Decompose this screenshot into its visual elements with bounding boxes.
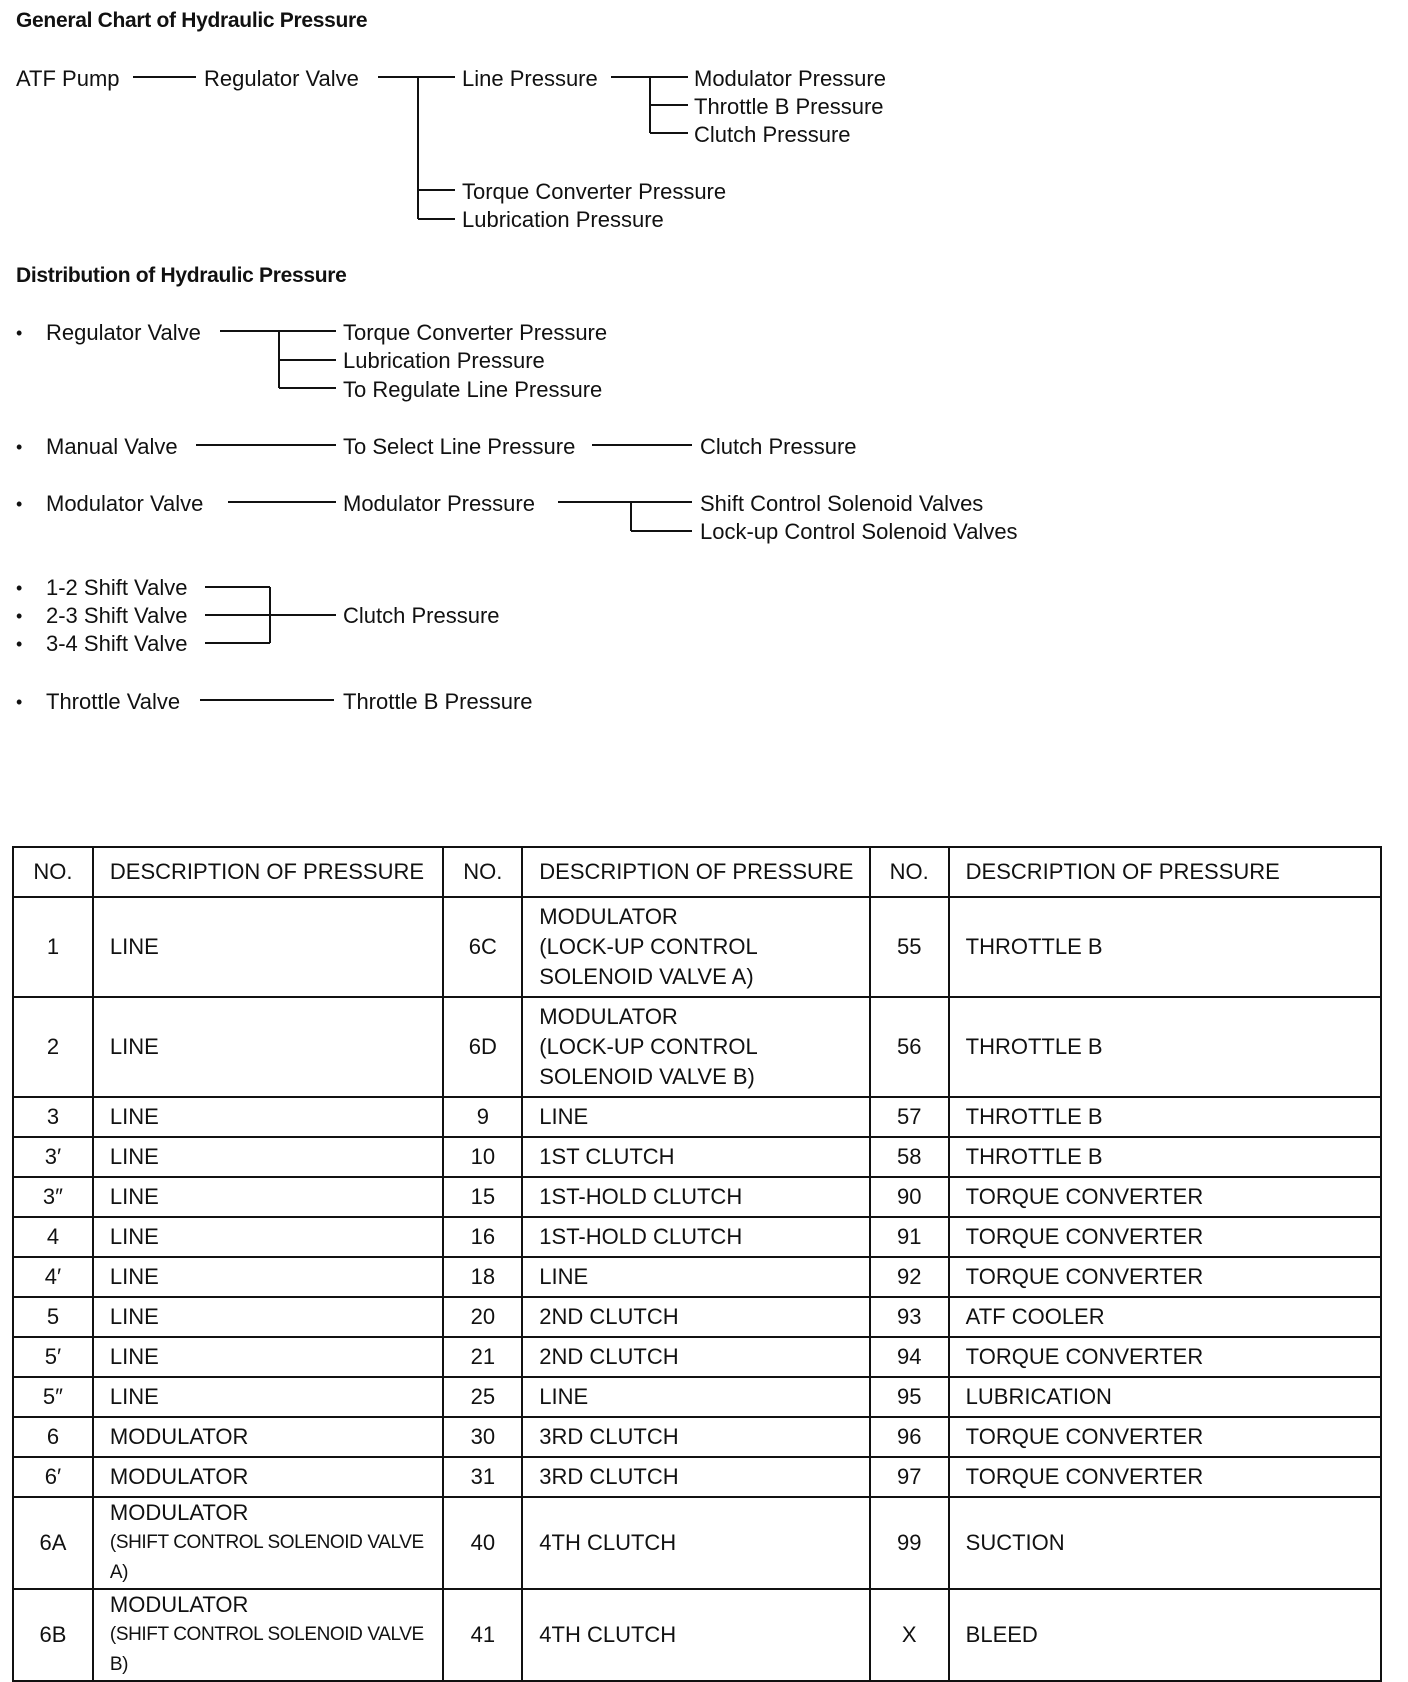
cell-no: 58 <box>870 1137 949 1177</box>
dist-lubrication-pressure: Lubrication Pressure <box>343 348 545 373</box>
bullet: • <box>16 692 23 712</box>
cell-description: BLEED <box>949 1589 1381 1681</box>
header-no: NO. <box>443 847 522 897</box>
bullet: • <box>16 634 23 654</box>
cell-no: 5 <box>13 1297 93 1337</box>
cell-description: LINE <box>522 1097 870 1137</box>
dist-shift-valve-3-4: 3-4 Shift Valve <box>46 631 188 656</box>
cell-no: 95 <box>870 1377 949 1417</box>
table-header-row <box>13 847 1381 897</box>
desc-line: (LOCK-UP CONTROL <box>539 1034 758 1059</box>
cell-description: 3RD CLUTCH <box>522 1417 870 1457</box>
cell-description: LINE <box>522 1377 870 1417</box>
cell-no: 20 <box>443 1297 522 1337</box>
cell-description: LINE <box>93 1217 444 1257</box>
table-row <box>13 1589 1381 1681</box>
cell-description: TORQUE CONVERTER <box>949 1257 1381 1297</box>
cell-no: 40 <box>443 1497 522 1589</box>
desc-line: (LOCK-UP CONTROL <box>539 934 758 959</box>
cell-description: TORQUE CONVERTER <box>949 1457 1381 1497</box>
table-row <box>13 1497 1381 1589</box>
table-row <box>13 1417 1381 1457</box>
cell-no: 96 <box>870 1417 949 1457</box>
cell-description: THROTTLE B <box>949 997 1381 1097</box>
dist-modulator-pressure: Modulator Pressure <box>343 491 535 516</box>
cell-no: 25 <box>443 1377 522 1417</box>
dist-manual-valve: Manual Valve <box>46 434 178 459</box>
cell-description <box>522 897 870 997</box>
table-row <box>13 1257 1381 1297</box>
cell-no: 99 <box>870 1497 949 1589</box>
cell-no: X <box>870 1589 949 1681</box>
desc-line: MODULATOR <box>109 1500 249 1525</box>
dist-select-line-pressure: To Select Line Pressure <box>343 434 576 459</box>
cell-no: 21 <box>443 1337 522 1377</box>
dist-shift-clutch-pressure: Clutch Pressure <box>343 603 500 628</box>
cell-description: 2ND CLUTCH <box>522 1297 870 1337</box>
table-row <box>13 1137 1381 1177</box>
cell-no: 4 <box>13 1217 93 1257</box>
clutch-pressure-label: Clutch Pressure <box>694 122 851 147</box>
dist-modulator-valve: Modulator Valve <box>46 491 204 516</box>
cell-description: 2ND CLUTCH <box>522 1337 870 1377</box>
cell-no: 15 <box>443 1177 522 1217</box>
header-description: DESCRIPTION OF PRESSURE <box>522 847 870 897</box>
cell-no: 5′ <box>13 1337 93 1377</box>
cell-description: LINE <box>93 897 444 997</box>
cell-description: 4TH CLUTCH <box>522 1589 870 1681</box>
cell-description: LINE <box>93 997 444 1097</box>
dist-shift-control-solenoid-valves: Shift Control Solenoid Valves <box>700 491 984 516</box>
cell-no: 6D <box>443 997 522 1097</box>
connector-lines <box>0 0 1408 760</box>
table-row <box>13 1337 1381 1377</box>
dist-shift-valve-1-2: 1-2 Shift Valve <box>46 575 188 600</box>
regulator-valve-label: Regulator Valve <box>204 66 359 91</box>
desc-subline: (SHIFT CONTROL SOLENOID VALVE A) <box>109 1532 424 1583</box>
cell-description: LINE <box>522 1257 870 1297</box>
dist-torque-converter-pressure: Torque Converter Pressure <box>343 320 608 345</box>
table-row <box>13 1377 1381 1417</box>
cell-description: LINE <box>93 1177 444 1217</box>
cell-description: LINE <box>93 1377 444 1417</box>
cell-no: 30 <box>443 1417 522 1457</box>
dist-lockup-control-solenoid-valves: Lock-up Control Solenoid Valves <box>700 519 1018 544</box>
dist-shift-valve-2-3: 2-3 Shift Valve <box>46 603 188 628</box>
bullet: • <box>16 323 23 343</box>
pressure-table <box>12 846 1382 1682</box>
cell-no: 5″ <box>13 1377 93 1417</box>
header-description: DESCRIPTION OF PRESSURE <box>949 847 1381 897</box>
line-pressure-label: Line Pressure <box>462 66 598 91</box>
bullet: • <box>16 494 23 514</box>
cell-no: 10 <box>443 1137 522 1177</box>
cell-description: LINE <box>93 1297 444 1337</box>
cell-no: 55 <box>870 897 949 997</box>
cell-no: 6′ <box>13 1457 93 1497</box>
cell-no: 18 <box>443 1257 522 1297</box>
cell-no: 6C <box>443 897 522 997</box>
desc-line: SOLENOID VALVE A) <box>539 964 754 989</box>
cell-description: TORQUE CONVERTER <box>949 1417 1381 1457</box>
header-no: NO. <box>870 847 949 897</box>
table-row <box>13 997 1381 1097</box>
cell-description: LINE <box>93 1337 444 1377</box>
table-row <box>13 1457 1381 1497</box>
dist-throttle-b-pressure: Throttle B Pressure <box>343 689 533 714</box>
cell-description: 4TH CLUTCH <box>522 1497 870 1589</box>
cell-no: 3″ <box>13 1177 93 1217</box>
cell-no: 91 <box>870 1217 949 1257</box>
cell-description: THROTTLE B <box>949 897 1381 997</box>
cell-description <box>522 997 870 1097</box>
cell-no: 92 <box>870 1257 949 1297</box>
cell-no: 3 <box>13 1097 93 1137</box>
modulator-pressure-label: Modulator Pressure <box>694 66 886 91</box>
desc-line: MODULATOR <box>539 904 678 929</box>
cell-description: 3RD CLUTCH <box>522 1457 870 1497</box>
cell-description: LINE <box>93 1097 444 1137</box>
dist-manual-clutch-pressure: Clutch Pressure <box>700 434 857 459</box>
cell-no: 6B <box>13 1589 93 1681</box>
cell-no: 93 <box>870 1297 949 1337</box>
table-row <box>13 1097 1381 1137</box>
distribution-title: Distribution of Hydraulic Pressure <box>16 264 347 287</box>
cell-no: 6A <box>13 1497 93 1589</box>
torque-converter-pressure-label: Torque Converter Pressure <box>462 179 727 204</box>
throttle-b-pressure-label: Throttle B Pressure <box>694 94 884 119</box>
atf-pump-label: ATF Pump <box>16 66 120 91</box>
cell-description: MODULATOR <box>93 1457 444 1497</box>
cell-no: 94 <box>870 1337 949 1377</box>
cell-no: 31 <box>443 1457 522 1497</box>
cell-no: 41 <box>443 1589 522 1681</box>
cell-no: 16 <box>443 1217 522 1257</box>
desc-line: MODULATOR <box>539 1004 678 1029</box>
dist-regulator-valve: Regulator Valve <box>46 320 201 345</box>
cell-no: 2 <box>13 997 93 1097</box>
cell-no: 3′ <box>13 1137 93 1177</box>
cell-description: LINE <box>93 1137 444 1177</box>
desc-subline: (SHIFT CONTROL SOLENOID VALVE B) <box>109 1624 424 1675</box>
cell-description: TORQUE CONVERTER <box>949 1337 1381 1377</box>
cell-no: 57 <box>870 1097 949 1137</box>
cell-description: ATF COOLER <box>949 1297 1381 1337</box>
cell-description: THROTTLE B <box>949 1137 1381 1177</box>
bullet: • <box>16 437 23 457</box>
desc-line: MODULATOR <box>109 1592 249 1617</box>
cell-description <box>93 1589 444 1681</box>
cell-description: THROTTLE B <box>949 1097 1381 1137</box>
cell-no: 90 <box>870 1177 949 1217</box>
header-no: NO. <box>13 847 93 897</box>
cell-no: 1 <box>13 897 93 997</box>
cell-no: 6 <box>13 1417 93 1457</box>
cell-description: TORQUE CONVERTER <box>949 1177 1381 1217</box>
general-chart-title: General Chart of Hydraulic Pressure <box>16 9 368 32</box>
cell-no: 56 <box>870 997 949 1097</box>
dist-regulate-line-pressure: To Regulate Line Pressure <box>343 377 603 402</box>
cell-description: 1ST CLUTCH <box>522 1137 870 1177</box>
desc-line: SOLENOID VALVE B) <box>539 1064 755 1089</box>
bullet: • <box>16 606 23 626</box>
table-row <box>13 1177 1381 1217</box>
cell-description: MODULATOR <box>93 1417 444 1457</box>
cell-description: LINE <box>93 1257 444 1297</box>
cell-no: 97 <box>870 1457 949 1497</box>
cell-description <box>93 1497 444 1589</box>
cell-description: 1ST-HOLD CLUTCH <box>522 1217 870 1257</box>
dist-throttle-valve: Throttle Valve <box>46 689 181 714</box>
cell-no: 4′ <box>13 1257 93 1297</box>
table-row <box>13 897 1381 997</box>
cell-description: LUBRICATION <box>949 1377 1381 1417</box>
table-row <box>13 1297 1381 1337</box>
cell-description: SUCTION <box>949 1497 1381 1589</box>
cell-no: 9 <box>443 1097 522 1137</box>
cell-description: TORQUE CONVERTER <box>949 1217 1381 1257</box>
cell-description: 1ST-HOLD CLUTCH <box>522 1177 870 1217</box>
header-description: DESCRIPTION OF PRESSURE <box>93 847 444 897</box>
lubrication-pressure-label: Lubrication Pressure <box>462 207 664 232</box>
table-row <box>13 1217 1381 1257</box>
bullet: • <box>16 578 23 598</box>
